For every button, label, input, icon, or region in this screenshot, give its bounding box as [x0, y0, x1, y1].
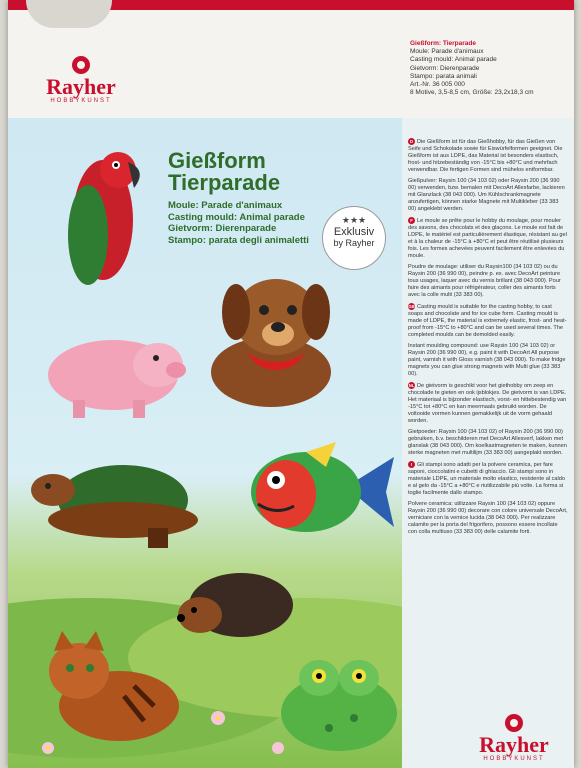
description-paragraph [408, 343, 568, 378]
top-info-line: Casting mould: Animal parade [410, 56, 497, 64]
hanger-hole [26, 0, 112, 28]
dog-figure [196, 272, 346, 412]
brand-tagline: HOBBYKUNST [483, 756, 545, 762]
top-info-line: 8 Motive, 3,5-8,5 cm, Größe: 23,2x18,3 cm [410, 89, 534, 97]
badge-stars: ★★★ [341, 215, 367, 225]
language-flag-icon: I [408, 461, 415, 468]
description-paragraph [408, 382, 568, 425]
description-paragraph [408, 501, 568, 536]
top-info-title: Gießform: Tierparade [410, 40, 476, 47]
pig-figure [38, 320, 188, 420]
product-subtitle: Stampo: parata degli animaletti [168, 234, 309, 246]
brand-logo-bottom [472, 714, 556, 762]
description-text: Gli stampi sono adatti per la polvere ceramica, per fare saponi, cioccolatini e cubetti di ghiaccio. Gli stampi sono in materiale LDPE, un materiale molto elastico, resistente al caldo e al gelo da -15°C a +80°C e riutilizzabile più volte. La forma si toglie facilmente dallo stampo. [408, 461, 566, 496]
top-info [410, 40, 572, 97]
product-subtitle: Moule: Parade d'animaux [168, 200, 283, 211]
rayher-rose-icon [505, 714, 523, 732]
description-text: Poudre de moulage: utiliser du Raysin100 (34 103 02) ou du Raysin 200 (36 990 00), peindre p. ex. avec DecoArt peinture tous usages, laquer avec du vernis brillant (38 043 000). Pour faire des aimants pour réfrigérateur, coller des aimants forts avec la colle multi (33 383 00). [408, 263, 561, 298]
description-text: Die Gießform ist für das Gießhobby, für das Gießen von Seife und Schokolade sowie für Eiswürfelformen geeignet. Die Gießform ist aus LDPE, das Material ist besonders elastisch, frost- und hitzebeständig von -15°C bis +80°C und mehrfach verwendbar. Die fertigen Formen sind mühelos entformbar. [408, 138, 563, 173]
badge-line2: by Rayher [333, 238, 375, 248]
cat-figure [34, 626, 184, 746]
brand-tagline: HOBBYKUNST [50, 98, 112, 104]
top-info-line: Moule: Parade d'animaux [410, 48, 484, 56]
parrot-figure [48, 140, 148, 310]
description-text: Polvere ceramica: utilizzare Raysin 100 (34 103 02) oppure Raysin 200 (36 990 00) decorare con colore universale DecoArt, verniciare con la vernice lucida (38 043 000). Per realizzare calamite per la porta del frigorifero, possono essere incollate con colla multiuso (33 383 00) delle calamite forti. [408, 500, 568, 535]
description-paragraph [408, 429, 568, 457]
top-info-line: Art.-Nr. 36 005 000 [410, 81, 465, 89]
brand-name: Rayher [479, 732, 549, 757]
description-text: Instant moulding compound: use Raysin 100 (34 103 02) or Raysin 200 (36 990 00), e.g. paint it with DecoArt All purpose paint, varnish it with Gloss varnish (38 043 000). To make fridge magnets you can glue strong magnets with Multi glue (33 383 00). [408, 342, 566, 377]
exclusive-badge [322, 206, 386, 270]
description-paragraph [408, 461, 568, 497]
description-text: Le moule se prête pour le hobby du moulage, pour mouler des savons, des chocolats et des glaçons. Le moule est fait de LDPE, le matériel est particulièrement élastique, résistant au gel et à la chaleur de -15°C à +80°C et peut être réutilisé plusieurs fois. Les formes achevées peuvent facilement être enlevées du moule. [408, 217, 567, 259]
language-flag-icon: D [409, 139, 414, 144]
language-flag-icon: GB [408, 303, 415, 309]
description-paragraph [408, 217, 568, 260]
product-title-line1: Gießform [168, 148, 266, 173]
description-text: Gießpulver: Raysin 100 (34 103 02) oder Raysin 200 (36 990 00) verwenden, bzw. bemalen mit DecoArt Allesfarbe, lackieren mit Glanzlack (38 043 000). Um Kühlschrankmagnete anzufertigen, können starke Magnete mit Multikleber (33 383 00) angeklebt werden. [408, 177, 565, 212]
language-flag-icon: NL [408, 382, 415, 388]
brand-logo-top [36, 56, 126, 104]
description-paragraph [408, 303, 568, 339]
hedgehog-figure [176, 560, 296, 650]
product-subtitle: Casting mould: Animal parade [168, 211, 305, 223]
description-text: De gietvorm is geschikt voor het giethobby om zeep en chocolade te gieten en ook ijsblokjes. De gietvorm is van LDPE. Het materiaal is bijzonder elastisch, vorst- en hittebestendig van -15°C tot +80°C en kan meermaals gebruikt worden. De voltooide vormen kunnen gemakkelijk uit de vorm gehaald worden. [408, 382, 567, 424]
description-text: Casting mould is suitable for the casting hobby, to cast soaps and chocolate and for ice cube form. Casting mould is made of LDPE, the material is extremely elastic, frost- and heat-proof from -15°C to +80°C and can be used several times. The completed moulds can be demolded easily. [408, 303, 567, 338]
top-info-line: Stampo: parata animali [410, 72, 477, 80]
language-flag-icon: F [408, 217, 415, 224]
description-text: Gietpoeder: Raysin 100 (34 103 02) of Raysin 200 (36 990 00) gebruiken, b.v. beschilderen met DecoArt Allesverf, lakken met glanslak (38 043 000). Om koelkastmagneten te maken, kunnen sterke magneten met multilijm (33 383 00) aangeplakt worden. [408, 428, 567, 456]
rayher-rose-icon [72, 56, 90, 74]
product-title-line2: Tierparade [168, 170, 281, 195]
badge-line1: Exklusiv [333, 226, 375, 238]
product-package [8, 0, 574, 768]
description-paragraph [408, 178, 568, 213]
frog-figure [274, 648, 404, 758]
turtle-figure [28, 450, 198, 560]
multilingual-description [408, 138, 568, 540]
fish-figure [246, 432, 396, 552]
product-subtitle: Gietvorm: Dierenparade [168, 223, 277, 234]
description-paragraph [408, 264, 568, 299]
top-info-line: Gietvorm: Dierenparade [410, 64, 480, 72]
brand-name: Rayher [46, 74, 116, 99]
description-paragraph [408, 138, 568, 174]
